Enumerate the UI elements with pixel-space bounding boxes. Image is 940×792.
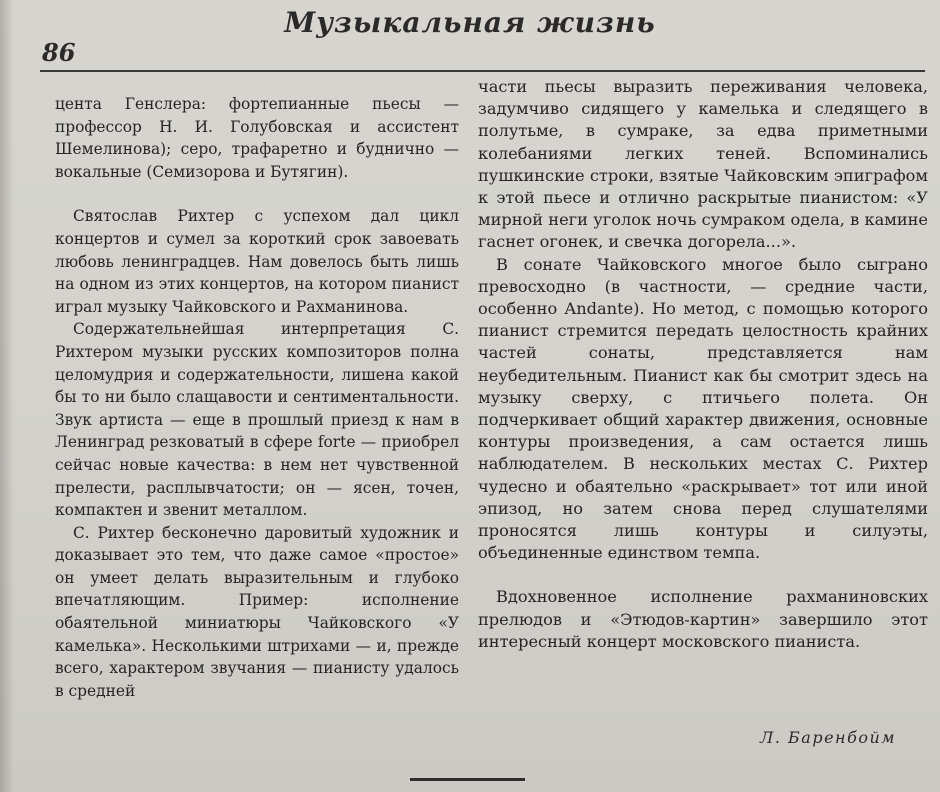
- right-paragraph-2: В сонате Чайковского многое было сыграно превосходно (в частности, — средние части, особенно Andante). Но метод, с помощью которого пианист стремится передать целостность крайних частей сонаты, представляется нам неубедительным. Пианист как бы смотрит здесь на музыку сверху, с птичьего полета. Он подчеркивает общий характер движения, основные контуры произведения, а сам остается лишь наблюдателем. В нескольких местах С. Рихтер чудесно и обаятельно «раскрывает» тот или иной эпизод, но затем снова перед слушателями проносятся лишь контуры и силуэты, объединенные единством темпа.: [478, 254, 928, 563]
- page-gutter-shadow: [0, 0, 14, 792]
- left-paragraph-4: С. Рихтер бесконечно даровитый художник и доказывает это тем, что даже самое «простое» он умеет делать выразительным и глубоко впечатляющим. Пример: исполнение обаятельной миниатюры Чайковского «У камелька». Несколькими штрихами — и, прежде всего, характером звучания — пианисту удалось в средней: [55, 523, 459, 700]
- running-header-title: Музыкальная жизнь: [284, 6, 656, 39]
- bottom-rule: [410, 778, 525, 781]
- left-column: [55, 93, 459, 702]
- right-column: [478, 76, 928, 653]
- left-paragraph-1: цента Генслера: фортепианные пьесы — профессор Н. И. Голубовская и ассистент Шемелинова); серо, трафаретно и буднично — вокальные (Семизорова и Бутягин).: [55, 95, 459, 181]
- right-paragraph-3: Вдохновенное исполнение рахманиновских прелюдов и «Этюдов-картин» завершило этот интересный концерт московского пианиста.: [478, 587, 928, 651]
- left-paragraph-3: Содержательнейшая интерпретация С. Рихтером музыки русских композиторов полна целомудрия и содержательности, лишена какой бы то ни было слащавости и сентиментальности. Звук артиста — еще в прошлый приезд к нам в Ленинград резковатый в сфере forte — приобрел сейчас новые качества: в нем нет чувственной прелести, расплывчатости; он — ясен, точен, компактен и звенит металлом.: [55, 320, 459, 520]
- header-rule: [40, 70, 925, 72]
- left-paragraph-2: Святослав Рихтер с успехом дал цикл концертов и сумел за короткий срок завоевать любовь ленинградцев. Нам довелось быть лишь на одном из этих концертов, на котором пианист играл музыку Чайковского и Рахманинова.: [55, 207, 459, 316]
- page-number: 86: [42, 38, 76, 67]
- right-paragraph-1: части пьесы выразить переживания человека, задумчиво сидящего у камелька и следящего в полутьме, в сумраке, за едва приметными колебаниями легких теней. Вспоминались пушкинские строки, взятые Чайковским эпиграфом к этой пьесе и отлично раскрытые пианистом: «У мирной неги уголок ночь сумраком одела, в камине гаснет огонек, и свечка догорела...».: [478, 77, 928, 252]
- author-signature: Л. Баренбойм: [760, 728, 897, 747]
